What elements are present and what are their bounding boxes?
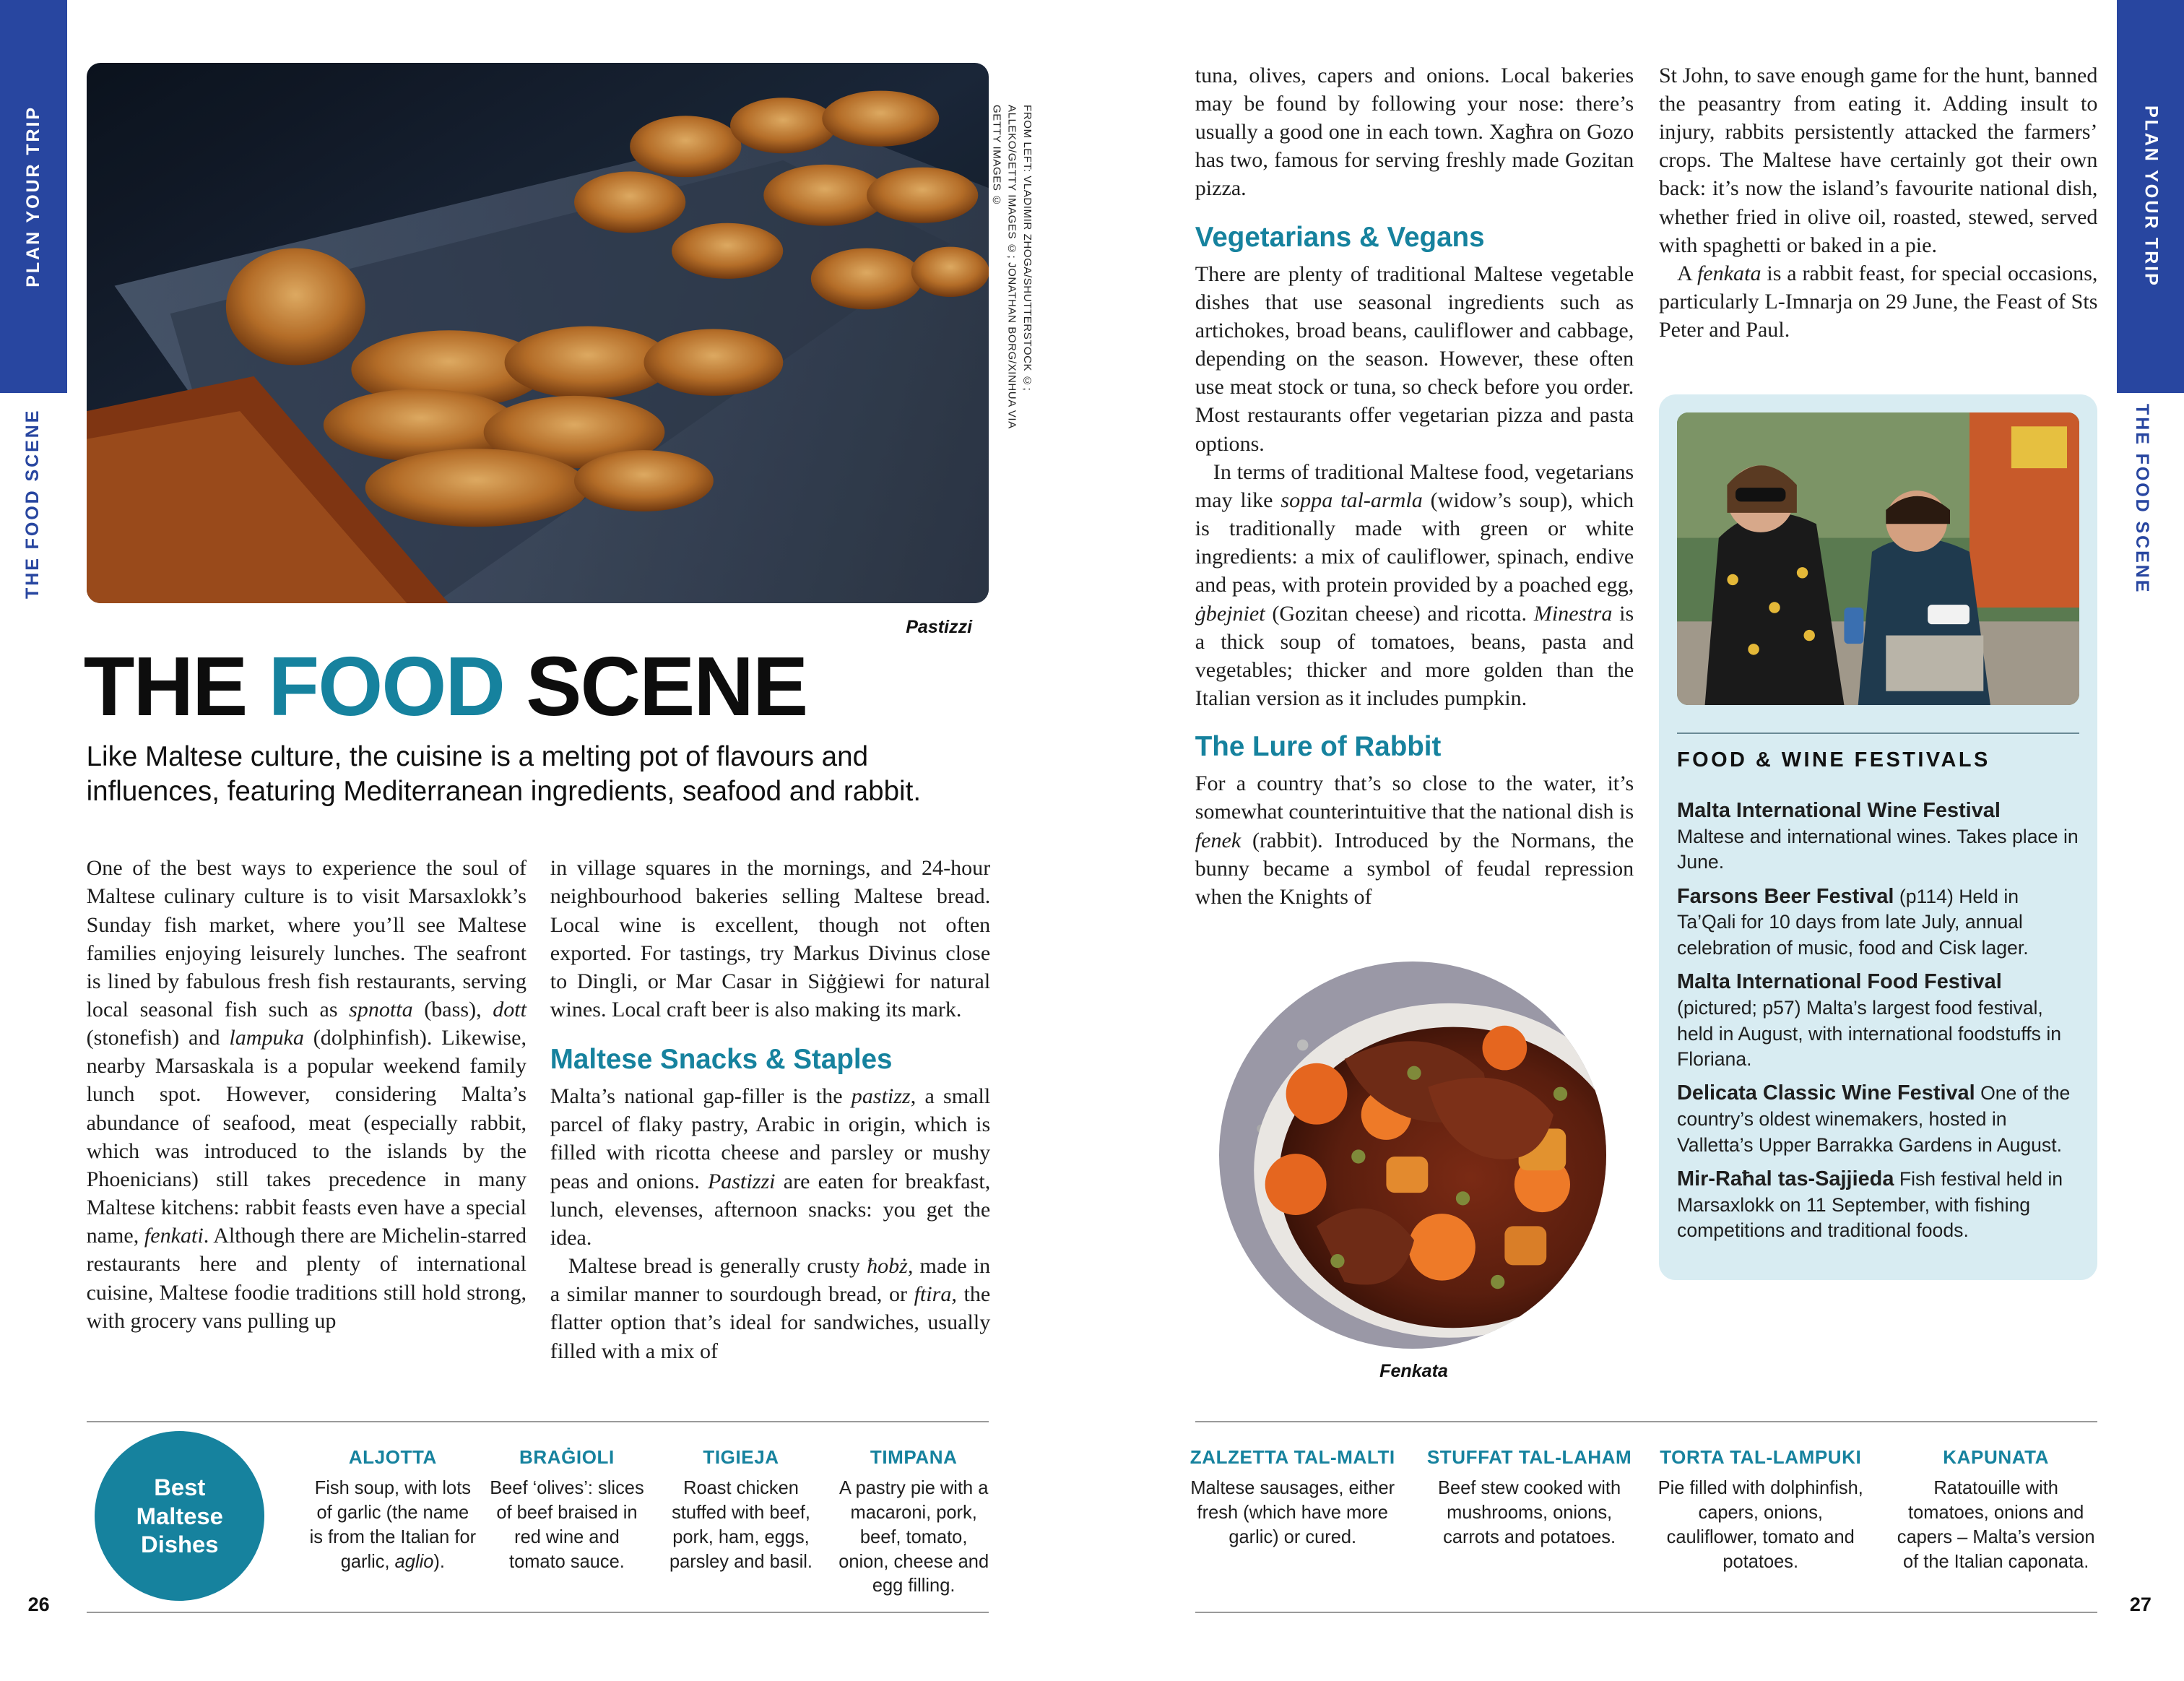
dish-tigieja: TIGIEJA Roast chicken stuffed with beef, pork, ham, eggs, parsley and basil. [670, 1446, 812, 1572]
dishes-bottom-rule-right [1195, 1612, 2098, 1613]
dishes-bottom-rule-left [87, 1612, 989, 1613]
heading-vegetarians: Vegetarians & Vegans [1195, 221, 1485, 253]
festival-item: Delicata Classic Wine Festival One of the country’s oldest winemakers, hosted in Valletta’s Upper Barrakka Gardens in August. [1677, 1081, 2071, 1156]
festival-photo [1677, 412, 2079, 705]
dish-torta: TORTA TAL-LAMPUKI Pie filled with dolphinfish, capers, onions, cauliflower, tomato and potatoes. [1658, 1446, 1863, 1572]
title-part1: THE [83, 639, 269, 734]
column-3 [1195, 61, 1634, 911]
heading-rabbit: The Lure of Rabbit [1195, 731, 1442, 763]
intro-text: Like Maltese culture, the cuisine is a melting pot of flavours and influences, featuring Mediterranean ingredients, seafood and rabbit. [86, 741, 922, 808]
col2-paragraph-1: in village squares in the mornings, and 24-hour neighbourhood bakeries selling Maltese bread. Local wine is excellent, though not often exported. For tastings, try Markus Divinus close to Dingli, or Mar Casar in Siġġiewi for natural wines. Local craft beer is also making its mark. [550, 855, 991, 1021]
title-part3: SCENE [504, 639, 807, 734]
page-title [84, 638, 807, 735]
fenkata-photo [1219, 962, 1606, 1349]
festivals-divider [1677, 733, 2079, 734]
dish-bragioli: BRAĠIOLI Beef ‘olives’: slices of beef braised in red wine and tomato sauce. [490, 1446, 644, 1572]
title-food: FOOD [268, 639, 505, 734]
right-section-label: THE FOOD SCENE [2131, 404, 2152, 595]
col3-paragraph-2: There are plenty of traditional Maltese vegetable dishes that use seasonal ingredients such as artichokes, broad beans, cauliflower and cabbage, depending on the season. However, these often use meat stock or tuna, so check before you order. Most restaurants offer vegetarian pizza and pasta options. [1195, 261, 1634, 456]
column-4 [1659, 61, 2098, 345]
best-dishes-badge: Best Maltese Dishes [95, 1431, 264, 1601]
festivals-heading: FOOD & WINE FESTIVALS [1677, 748, 1990, 772]
column-2 [550, 854, 990, 1365]
caption-pastizzi: Pastizzi [906, 617, 973, 638]
col2-paragraph-2: Malta’s national gap-filler is the pastizz, a small parcel of flaky pastry, Arabic in origin, which is filled with ricotta cheese and parsley or mushy peas and onions. Pastizzi are eaten for breakfast, lunch, elevenses, afternoon snacks: you get the idea. [550, 1084, 991, 1250]
festival-item: Farsons Beer Festival (p114) Held in Ta’Qali for 10 days from late July, annual celebration of music, food and Cisk lager. [1677, 884, 2029, 959]
left-section-label: THE FOOD SCENE [22, 408, 43, 600]
col2-paragraph-3: Maltese bread is generally crusty ħobż, made in a similar manner to sourdough bread, or ftira, the flatter option that’s ideal for sandwiches, usually filled with a mix of [550, 1253, 991, 1363]
photo-credit: FROM LEFT: VLADIMIR ZHOGA/SHUTTERSTOCK ©; ALLEKO/GETTY IMAGES ©; JONATHAN BORG/XINHUA VIA GETTY IMAGES © [990, 104, 1034, 428]
page-number-right: 27 [2129, 1594, 2152, 1616]
page-number-left: 26 [27, 1594, 50, 1616]
left-section-tab [0, 0, 67, 393]
pastizzi-photo [87, 63, 989, 603]
festival-item: Malta International Wine Festival Maltese and international wines. Takes place in June. [1677, 799, 2079, 873]
heading-snacks: Maltese Snacks & Staples [550, 1044, 893, 1076]
caption-fenkata: Fenkata [1379, 1361, 1448, 1382]
col3-paragraph-3: In terms of traditional Maltese food, vegetarians may like soppa tal-armla (widow’s soup), which is traditionally made with green or white ingredients: a mix of cauliflower, spinach, endive and peas, with protein provided by a poached egg, ġbejniet (Gozitan cheese) and ricotta. Minestra is a thick soup of tomatoes, beans, pasta and vegetables; thicker and more golden than the Italian version as it includes pumpkin. [1195, 459, 1634, 711]
col4-paragraph-2: A fenkata is a rabbit feast, for special occasions, particularly L-Imnarja on 29 June, the Feast of Sts Peter and Paul. [1658, 260, 2098, 342]
right-tab-label: PLAN YOUR TRIP [2141, 105, 2162, 288]
dishes-top-rule-right [1195, 1421, 2098, 1422]
col3-paragraph-4: For a country that’s so close to the water, it’s somewhat counterintuitive that the national dish is fenek (rabbit). Introduced by the Normans, the bunny became a symbol of feudal repression when the Knights of [1195, 771, 1634, 909]
dish-kapunata: KAPUNATA Ratatouille with tomatoes, onions and capers – Malta’s version of the Italian caponata. [1897, 1446, 2095, 1572]
dish-zalzetta: ZALZETTA TAL-MALTI Maltese sausages, either fresh (which have more garlic) or cured. [1190, 1446, 1395, 1547]
dish-stuffat: STUFFAT TAL-LAHAM Beef stew cooked with mushrooms, onions, carrots and potatoes. [1426, 1446, 1632, 1547]
festival-item: Mir-Raħal tas-Sajjieda Fish festival held in Marsaxlokk on 11 September, with fishing competitions and traditional foods. [1677, 1167, 2063, 1242]
right-section-tab [2117, 0, 2184, 393]
col1-paragraph: One of the best ways to experience the soul of Maltese culinary culture is to visit Marsaxlokk’s Sunday fish market, where you’ll see Maltese families enjoying leisurely lunches. The seafront is lined by fabulous fresh fish restaurants, serving local seasonal fish such as spnotta (bass), dott (stonefish) and lampuka (dolphinfish). Likewise, nearby Marsaskala is a popular weekend family lunch spot. However, considering Malta’s abundance of seafood, meat (especially rabbit, which was introduced to the islands by the Phoenicians) still takes precedence in many Maltese kitchens: rabbit feasts even have a special name, fenkati. Although there are Michelin-starred restaurants here and plenty of international cuisine, Maltese foodie traditions still hold strong, with grocery vans pulling up [86, 855, 526, 1333]
left-tab-label: PLAN YOUR TRIP [22, 105, 43, 288]
festival-item: Malta International Food Festival (pictured; p57) Malta’s largest food festival, held in August, with international foodstuffs in Floriana. [1677, 970, 2062, 1071]
dishes-top-rule-left [87, 1421, 989, 1422]
column-1 [87, 854, 526, 1335]
festivals-box [1659, 394, 2098, 1281]
dish-timpana: TIMPANA A pastry pie with a macaroni, pork, beef, tomato, onion, cheese and egg filling. [838, 1446, 989, 1596]
col4-paragraph-1: St John, to save enough game for the hunt, banned the peasantry from eating it. Adding insult to injury, rabbits persistently attacked the farmers’ crops. The Maltese have certainly got their own back: it’s now the island’s favourite national dish, whether fried in olive oil, roasted, stewed, served with spaghetti or baked in a pie. [1658, 62, 2098, 257]
festivals-list [1677, 798, 2081, 1253]
col3-paragraph-1: tuna, olives, capers and onions. Local bakeries may be found by following your nose: there’s usually a good one in each town. Xagħra on Gozo has two, famous for serving freshly made Gozitan pizza. [1195, 62, 1634, 201]
dish-aljotta: ALJOTTA Fish soup, with lots of garlic (the name is from the Italian for garlic, aglio). [309, 1446, 477, 1572]
